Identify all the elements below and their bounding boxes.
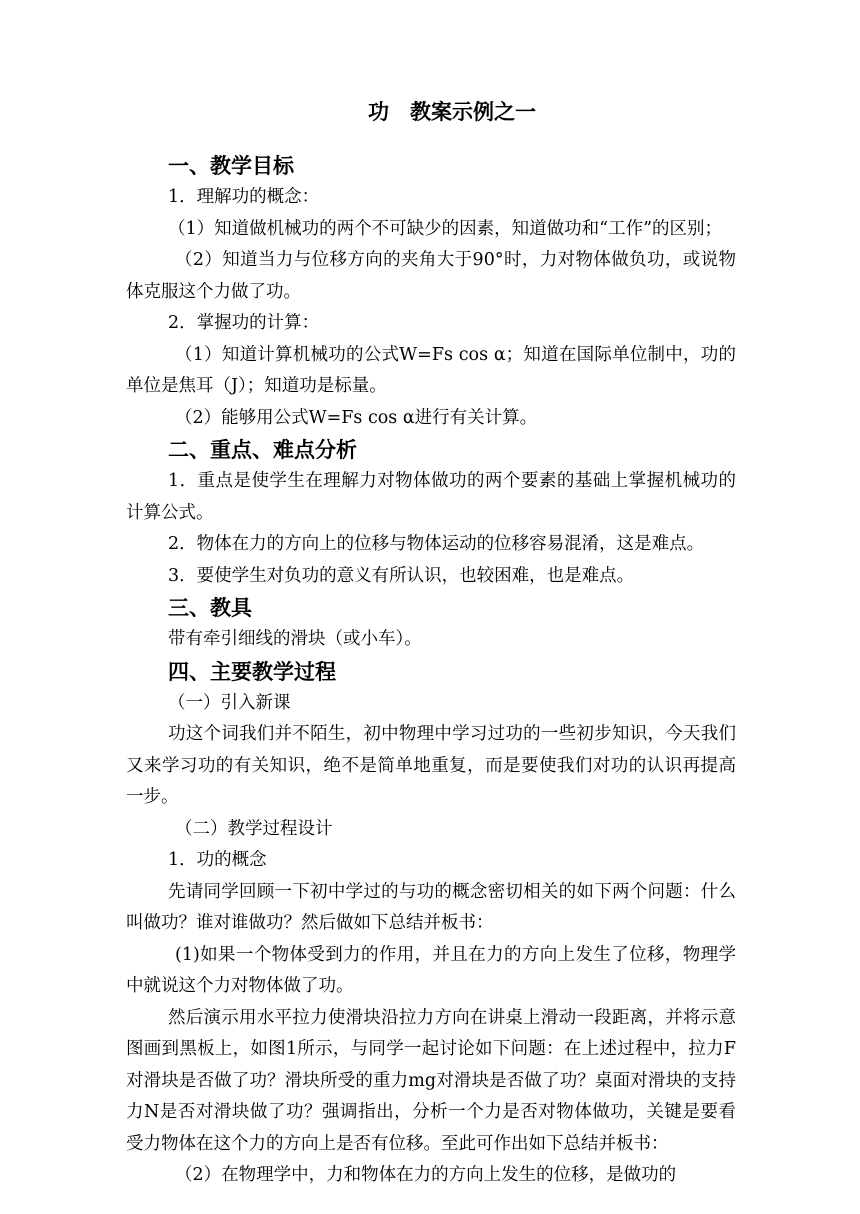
section-teaching-process bbox=[126, 656, 736, 1192]
paragraph: （二）教学过程设计 bbox=[175, 818, 333, 839]
section-heading: 三、教具 bbox=[168, 595, 252, 620]
paragraph: 3．要使学生对负功的意义有所认识，也较困难，也是难点。 bbox=[168, 565, 635, 586]
paragraph: （2）知道当力与位移方向的夹角大于90°时，力对物体做负功，或说物体克服这个力做了功。 bbox=[126, 250, 736, 302]
document-body bbox=[126, 150, 736, 1192]
section-heading: 四、主要教学过程 bbox=[168, 658, 336, 684]
section-heading: 一、教学目标 bbox=[168, 153, 294, 178]
paragraph: （1）知道做机械功的两个不可缺少的因素，知道做功和“工作”的区别； bbox=[168, 218, 723, 239]
paragraph: 然后演示用水平拉力使滑块沿拉力方向在讲桌上滑动一段距离，并将示意图画到黑板上，如图1所示，与同学一起讨论如下问题：在上述过程中，拉力F对滑块是否做了功？滑块所受的重力mg对滑块是否做了功？桌面对滑块的支持力N是否对滑块做了功？强调指出，分析一个力是否对物体做功，关键是要看受力物体在这个力的方向上是否有位移。至此可作出如下总结并板书： bbox=[126, 1007, 736, 1154]
section-heading: 二、重点、难点分析 bbox=[168, 437, 357, 462]
paragraph: （一）引入新课 bbox=[168, 692, 291, 713]
paragraph: 功这个词我们并不陌生，初中物理中学习过功的一些初步知识，今天我们又来学习功的有关知识，绝不是简单地重复，而是要使我们对功的认识再提高一步。 bbox=[126, 724, 736, 807]
paragraph: 1．功的概念 bbox=[168, 850, 267, 870]
section-teaching-objectives bbox=[126, 150, 736, 434]
paragraph: (1)如果一个物体受到力的作用，并且在力的方向上发生了位移，物理学中就说这个力对物体做了功。 bbox=[126, 944, 736, 996]
paragraph: 2．物体在力的方向上的位移与物体运动的位移容易混淆，这是难点。 bbox=[168, 534, 705, 554]
paragraph: 先请同学回顾一下初中学过的与功的概念密切相关的如下两个问题：什么叫做功？谁对谁做功？然后做如下总结并板书： bbox=[126, 881, 736, 933]
paragraph: （2）在物理学中，力和物体在力的方向上发生的位移，是做功的 bbox=[175, 1165, 677, 1185]
paragraph: 带有牵引细线的滑块（或小车）。 bbox=[168, 629, 422, 649]
document-title: 功 教案示例之一 bbox=[368, 99, 536, 124]
section-teaching-aids bbox=[126, 592, 736, 656]
paragraph: （1）知道计算机械功的公式W=Fs cos α；知道在国际单位制中，功的单位是焦耳（J）；知道功是标量。 bbox=[126, 344, 736, 396]
paragraph: 1．理解功的概念： bbox=[168, 187, 320, 207]
section-key-points bbox=[126, 434, 736, 592]
paragraph: 1．重点是使学生在理解力对物体做功的两个要素的基础上掌握机械功的计算公式。 bbox=[126, 471, 736, 523]
paragraph: 2．掌握功的计算： bbox=[168, 313, 320, 333]
paragraph: （2）能够用公式W=Fs cos α进行有关计算。 bbox=[175, 407, 538, 428]
